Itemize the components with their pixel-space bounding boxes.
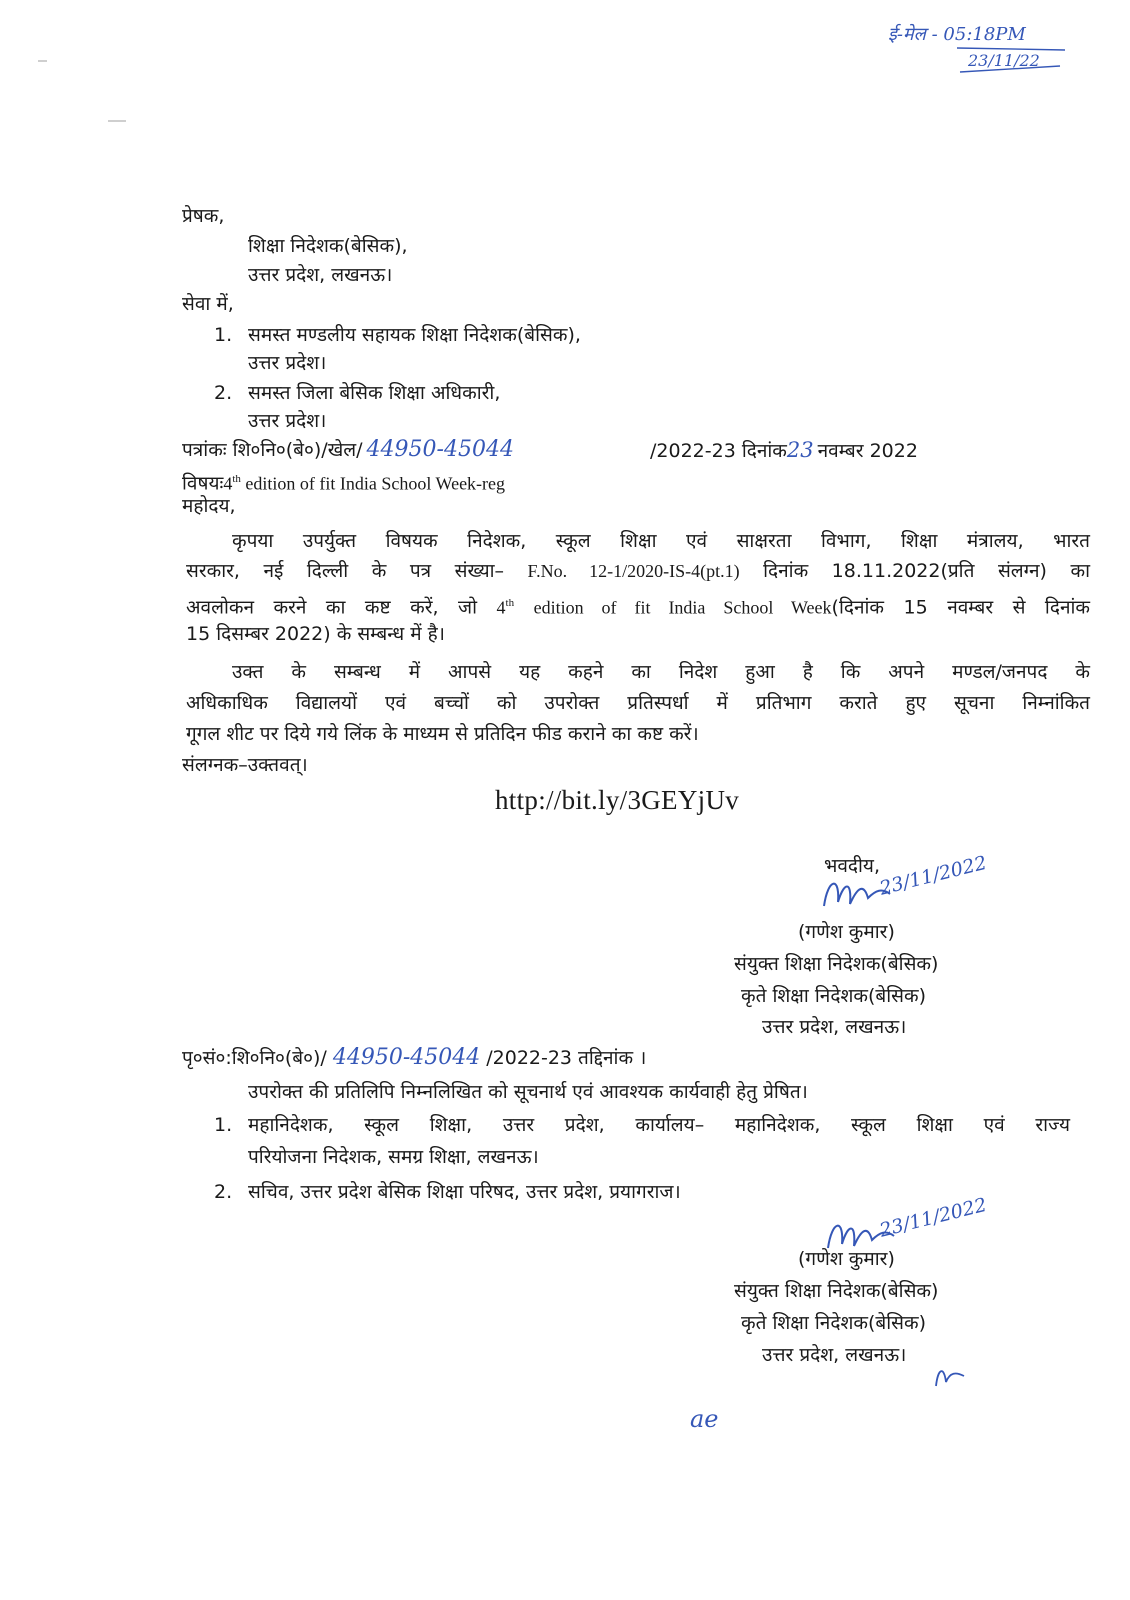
scan-speck	[38, 60, 47, 62]
initial-mark	[930, 1362, 970, 1392]
endorsement-prefix: पृ०सं०:शि०नि०(बे०)/	[182, 1047, 327, 1069]
email-received-date: 23/11/22	[968, 51, 1040, 70]
handwritten-reference-number: 44950-45044	[366, 437, 514, 462]
recipient-line: समस्त मण्डलीय सहायक शिक्षा निदेशक(बेसिक),	[248, 324, 581, 346]
recipient-line: उत्तर प्रदेश।	[248, 352, 327, 374]
sender-name: शिक्षा निदेशक(बेसिक),	[248, 235, 408, 257]
paragraph-1-line: कृपया उपर्युक्त विषयक निदेशक, स्कूल शिक्षा एवं साक्षरता विभाग, शिक्षा मंत्रालय, भारत	[232, 530, 1090, 552]
copy-line: महानिदेशक, स्कूल शिक्षा, उत्तर प्रदेश, कार्यालय– महानिदेशक, स्कूल शिक्षा एवं राज्य	[248, 1114, 1070, 1136]
endorsement-intro: उपरोक्त की प्रतिलिपि निम्नलिखित को सूचनार्थ एवं आवश्यक कार्यवाही हेतु प्रेषित।	[248, 1081, 808, 1103]
footer-handwritten-mark: ae	[690, 1405, 719, 1433]
paragraph-2-line: गूगल शीट पर दिये गये लिंक के माध्यम से प्रतिदिन फीड कराने का कष्ट करें।	[186, 723, 699, 745]
signatory-designation: संयुक्त शिक्षा निदेशक(बेसिक)	[734, 1280, 939, 1302]
handwritten-endorsement-number: 44950-45044	[332, 1045, 481, 1070]
reference-month-year: नवम्बर 2022	[817, 440, 918, 462]
copy-number: 2.	[214, 1181, 233, 1203]
reference-prefix: पत्रांकः शि०नि०(बे०)/खेल/	[182, 439, 363, 461]
letter-date	[650, 437, 918, 464]
paragraph-1-text: (दिनांक 15 नवम्बर से दिनांक	[831, 596, 1090, 619]
letter-reference	[182, 437, 514, 463]
paragraph-1-text: सरकार, नई दिल्ली के पत्र संख्या–	[186, 560, 505, 582]
copy-line: सचिव, उत्तर प्रदेश बेसिक शिक्षा परिषद, उत्तर प्रदेश, प्रयागराज।	[248, 1181, 681, 1203]
paragraph-1-line	[186, 558, 1090, 584]
google-sheet-link[interactable]: http://bit.ly/3GEYjUv	[495, 785, 740, 815]
signatory-for: कृते शिक्षा निदेशक(बेसिक)	[741, 985, 926, 1007]
paragraph-1-text: दिनांक 18.11.2022(प्रति संलग्न) का	[763, 560, 1090, 582]
paragraph-2-line: उक्त के सम्बन्ध में आपसे यह कहने का निदेश हुआ है कि अपने मण्डल/जनपद के	[232, 661, 1090, 683]
salutation: महोदय,	[182, 495, 236, 517]
handwritten-day: 23	[786, 438, 814, 462]
recipient-line: उत्तर प्रदेश।	[248, 410, 327, 432]
recipient-number: 2.	[214, 382, 233, 404]
recipient-number: 1.	[214, 324, 233, 346]
signature-date: 23/11/2022	[877, 851, 989, 900]
subject-text: edition of fit India School Week-reg	[240, 473, 506, 494]
paragraph-1-line: 15 दिसम्बर 2022) के सम्बन्ध में है।	[186, 623, 445, 645]
signatory-designation: संयुक्त शिक्षा निदेशक(बेसिक)	[734, 953, 939, 975]
signatory-name: (गणेश कुमार)	[798, 1248, 895, 1270]
recipients-label: सेवा में,	[182, 293, 234, 315]
paragraph-1-file-ref: F.No. 12-1/2020-IS-4(pt.1)	[527, 561, 740, 581]
signatory-place: उत्तर प्रदेश, लखनऊ।	[762, 1344, 907, 1366]
scan-speck	[108, 120, 126, 122]
closing: भवदीय,	[824, 855, 880, 877]
email-received-note: ई-मेल - 05:18PM	[888, 24, 1026, 45]
subject-number: 4	[223, 473, 233, 494]
paragraph-1-line	[186, 590, 1090, 620]
signature-date: 23/11/2022	[877, 1193, 989, 1242]
paragraph-1-number: 4	[496, 597, 506, 618]
note-underline	[955, 46, 1070, 76]
endorsement-reference	[182, 1045, 646, 1071]
paragraph-1-english: edition of fit India School Week	[533, 597, 832, 618]
subject-line	[182, 466, 505, 496]
subject-superscript: th	[232, 473, 241, 485]
recipient-line: समस्त जिला बेसिक शिक्षा अधिकारी,	[248, 382, 501, 404]
copy-number: 1.	[214, 1114, 233, 1136]
sender-label: प्रेषक,	[182, 205, 225, 227]
copy-line: परियोजना निदेशक, समग्र शिक्षा, लखनऊ।	[248, 1146, 539, 1168]
signatory-for: कृते शिक्षा निदेशक(बेसिक)	[741, 1312, 926, 1334]
paragraph-1-superscript: th	[505, 597, 515, 609]
subject-label: विषयः	[182, 472, 224, 495]
signatory-place: उत्तर प्रदेश, लखनऊ।	[762, 1016, 907, 1038]
sender-place: उत्तर प्रदेश, लखनऊ।	[248, 264, 393, 286]
endorsement-suffix: /2022-23 तद्दिनांक ।	[486, 1047, 647, 1069]
signatory-name: (गणेश कुमार)	[798, 921, 895, 943]
paragraph-2-line: अधिकाधिक विद्यालयों एवं बच्चों को उपरोक्त प्रतिस्पर्धा में प्रतिभाग कराते हुए सूचना निम्नांकित	[186, 692, 1090, 714]
enclosure-note: संलग्नक–उक्तवत्।	[182, 754, 308, 776]
reference-suffix: /2022-23 दिनांक	[650, 440, 787, 462]
paragraph-1-text: अवलोकन करने का कष्ट करें, जो	[186, 596, 478, 619]
